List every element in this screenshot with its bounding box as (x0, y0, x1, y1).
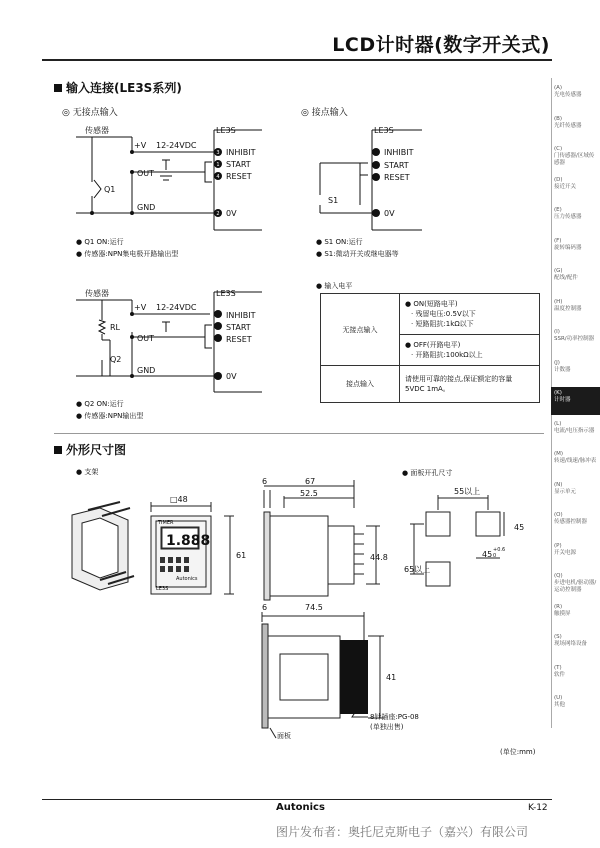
socket-note: 8针插座:PG-08 (单独出售) (370, 713, 419, 731)
sidebar-item[interactable] (551, 265, 600, 293)
sidebar-item-label: 旋转编码器 (554, 244, 582, 251)
sidebar-item[interactable] (551, 82, 600, 110)
section-dimension-heading: 外形尺寸图 (54, 441, 126, 458)
supply-label: 12-24VDC (156, 141, 197, 150)
sidebar-item-letter: (B) (554, 115, 563, 122)
sidebar-item-label: 开关电源 (554, 549, 577, 556)
sidebar-item-letter: (A) (554, 85, 563, 91)
svg-text:Autonics: Autonics (176, 576, 198, 582)
dim-48: □48 (170, 495, 188, 504)
sidebar-item-letter: (F) (554, 237, 562, 244)
dim-45-v: 45 (514, 523, 525, 532)
svg-text:START: START (384, 161, 409, 170)
svg-text:+0.6: +0.6 (493, 547, 506, 553)
publisher-watermark: 图片发布者：奥托尼克斯电子（嘉兴）有限公司 (276, 825, 529, 839)
inhibit-label: INHIBIT (226, 148, 256, 157)
sidebar-item[interactable] (551, 448, 600, 476)
svg-text:INHIBIT: INHIBIT (226, 311, 256, 320)
sidebar-item[interactable] (551, 326, 600, 354)
dim-6: 6 (262, 477, 268, 486)
svg-text:1: 1 (216, 162, 220, 168)
dim-65: 65以上 (404, 565, 431, 574)
sidebar-item-letter: (H) (554, 298, 563, 305)
svg-text:4: 4 (216, 174, 220, 180)
svg-text:START: START (226, 323, 251, 332)
sidebar-item-label: 光电传感器 (554, 92, 582, 98)
unit-note: (单位:mm) (500, 748, 536, 756)
note-diagram-3: ● Q2 ON:运行 ● 传感器:NPN输出型 (76, 400, 144, 420)
sidebar-item-label: 门传感器/区域传感器 (554, 153, 595, 166)
sidebar-item-letter: (G) (554, 268, 563, 274)
sidebar-item-letter: (R) (554, 603, 563, 610)
note-diagram-1: ● Q1 ON:运行 ● 传感器:NPN集电极开路输出型 (76, 238, 179, 258)
sidebar-item-letter: (M) (554, 451, 564, 457)
input-level-table: 无接点输入 ● ON(短路电平) · 残留电压:0.5V以下 · 短路阻抗:1kΩ以下 ● OFF(开路电平) · 开路阻抗:100kΩ以上 接点输入 请使用可靠的接点,保证额定的容量 5VDC 1mA。 (320, 293, 540, 403)
sidebar-item[interactable] (551, 692, 600, 720)
sidebar-item[interactable] (551, 418, 600, 446)
sidebar-item-label: 计数器 (554, 366, 571, 373)
sidebar-item-label: 光纤传感器 (554, 122, 582, 129)
panel-cutout-label: ● 面板开孔尺寸 (402, 469, 453, 477)
dim-41: 41 (386, 673, 397, 682)
sidebar-item-label: 配线/配件 (554, 275, 578, 281)
sidebar-item[interactable] (551, 235, 600, 263)
sidebar-item[interactable] (551, 204, 600, 232)
sidebar-item[interactable] (551, 296, 600, 324)
dim-74-5: 74.5 (305, 603, 323, 612)
svg-text:12-24VDC: 12-24VDC (156, 303, 197, 312)
out-label: OUT (137, 169, 155, 178)
svg-text:RESET: RESET (384, 173, 410, 182)
sidebar-item[interactable] (551, 113, 600, 141)
zero-v-label: 0V (226, 209, 237, 218)
q1-label: Q1 (104, 185, 116, 194)
svg-text:3: 3 (216, 150, 220, 156)
sidebar-item-label: 传感器控制器 (554, 519, 588, 525)
sidebar-item-label: 接近开关 (554, 183, 577, 190)
reset-label: RESET (226, 172, 252, 181)
svg-text:0V: 0V (226, 372, 237, 381)
sidebar-item-letter: (N) (554, 481, 563, 488)
no-voltage-input-label: ◎ 无接点输入 (62, 108, 118, 118)
front-display-digits: 1.888 (166, 533, 211, 549)
svg-text:INHIBIT: INHIBIT (384, 148, 414, 157)
sidebar-item-label: 触摸屏 (554, 610, 571, 617)
svg-text:+V: +V (134, 303, 147, 312)
sidebar-item[interactable] (551, 662, 600, 690)
svg-text:0V: 0V (384, 209, 395, 218)
sidebar-item-letter: (J) (554, 359, 560, 366)
sidebar-item-letter: (L) (554, 420, 562, 427)
svg-text:OUT: OUT (137, 334, 155, 343)
svg-text:6: 6 (262, 603, 268, 612)
sidebar-item[interactable] (551, 357, 600, 385)
sidebar-item-label: 计时器 (554, 397, 571, 403)
brand-logo: Autonics (276, 802, 325, 813)
sidebar-item-letter: (E) (554, 207, 562, 213)
section-input-heading: 输入连接(LE3S系列) (54, 79, 182, 96)
sidebar-item-letter: (O) (554, 512, 563, 518)
start-label: START (226, 160, 251, 169)
sidebar-item[interactable] (551, 570, 600, 598)
sidebar-item-letter: (Q) (554, 573, 563, 579)
sidebar-item-letter: (U) (554, 695, 563, 701)
footer-rule (42, 799, 552, 800)
sidebar-item[interactable] (551, 509, 600, 537)
svg-text:LE3S: LE3S (216, 289, 236, 298)
svg-text:RESET: RESET (226, 335, 252, 344)
sidebar-item-label: SSR/功率控制器 (554, 336, 595, 342)
sidebar-item-label: 压力传感器 (554, 214, 582, 220)
input-level-title: ● 输入电平 (316, 282, 353, 290)
sidebar-item-label: 步进电机/驱动器/运动控制器 (554, 580, 597, 593)
sidebar-item-label: 其他 (554, 702, 566, 708)
sidebar-item[interactable] (551, 143, 600, 171)
contact-input-label: ◎ 接点输入 (301, 108, 348, 118)
sidebar-item[interactable] (551, 387, 600, 415)
dim-55: 55以上 (454, 487, 481, 496)
sidebar-item-label: 温度控制器 (554, 305, 582, 312)
dim-67: 67 (305, 477, 316, 486)
sidebar-item-label: 电流/电压指示器 (554, 427, 595, 434)
page-number: K-12 (528, 803, 548, 813)
rl-label: RL (110, 323, 121, 332)
sidebar-item-label: 现场网络设备 (554, 641, 588, 647)
sensor-label: 传感器 (85, 126, 109, 135)
sidebar-item-letter: (I) (554, 329, 560, 335)
svg-text:LE3S: LE3S (374, 126, 394, 135)
gnd-label: GND (137, 203, 156, 212)
dim-52-5: 52.5 (300, 489, 318, 498)
svg-text:0: 0 (493, 553, 497, 559)
q2-label: Q2 (110, 355, 122, 364)
sidebar-item-label: 转速/线速/脉冲表 (554, 458, 597, 464)
sidebar-item-letter: (K) (554, 390, 562, 396)
model-label: LE3S (216, 126, 236, 135)
note-diagram-2: ● S1 ON:运行 ● S1:微动开关或继电器等 (316, 238, 399, 258)
dim-45-h: 45 (482, 550, 493, 559)
s1-label: S1 (328, 196, 339, 205)
pv-label: +V (134, 141, 147, 150)
dim-61: 61 (236, 551, 247, 560)
sidebar-item[interactable] (551, 174, 600, 202)
sidebar-item[interactable] (551, 540, 600, 568)
svg-text:GND: GND (137, 366, 156, 375)
bracket-label: ● 支架 (76, 468, 99, 476)
svg-text:2: 2 (216, 211, 220, 217)
sidebar-item[interactable] (551, 631, 600, 659)
sidebar-item[interactable] (551, 601, 600, 629)
sidebar-item-letter: (P) (554, 542, 562, 549)
page-title: LCD计时器(数字开关式) (332, 34, 550, 56)
sidebar-item-letter: (S) (554, 634, 562, 640)
panel-label: 面板 (277, 732, 291, 740)
svg-text:LE3S: LE3S (156, 586, 169, 592)
sidebar-item-label: 显示单元 (554, 488, 577, 495)
svg-text:传感器: 传感器 (85, 289, 109, 298)
sidebar-item-label: 软件 (554, 671, 566, 678)
sidebar-item-letter: (D) (554, 176, 563, 183)
sidebar-item-letter: (T) (554, 664, 562, 671)
svg-text:TIMER: TIMER (158, 520, 174, 526)
dim-44-8: 44.8 (370, 553, 388, 562)
sidebar-item-letter: (C) (554, 146, 563, 152)
sidebar-item[interactable] (551, 479, 600, 507)
